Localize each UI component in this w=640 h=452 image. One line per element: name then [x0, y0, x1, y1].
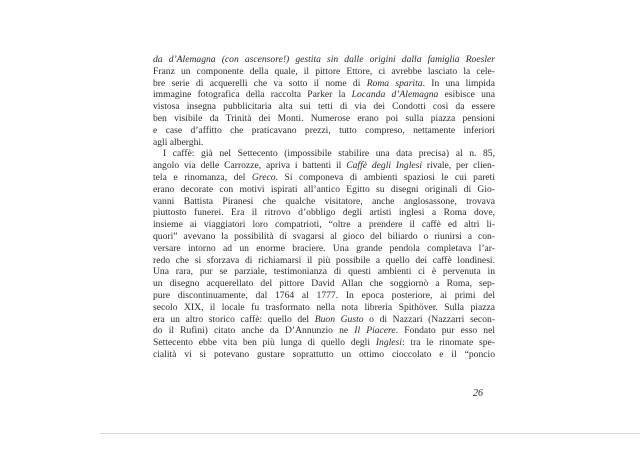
- text-line: I caffè: già nel Settecento (impossibile stabilire una data precisa) al n. 85,: [163, 148, 495, 160]
- faded-watermark: [215, 2, 455, 42]
- text-line: quori” avevano la possibilità di svagarsi al gioco del biliardo o riunirsi a con-: [153, 230, 495, 242]
- body-text: [153, 54, 495, 361]
- text-line: do il Rufini) citato anche da D’Annunzio ne Il Piacere. Fondato pur esso nel: [153, 325, 496, 337]
- text-line: vanni Battista Piranesi che qualche visitatore, anche anglosassone, trovava: [153, 195, 495, 207]
- page-number: 26: [473, 388, 483, 399]
- text-line: cialità vi si potevano gustare soprattutto un ottimo cioccolato e il “poncio: [153, 348, 495, 360]
- text-line: vistosa insegna pubblicitaria alta sui tetti di via dei Condotti così da essere: [153, 101, 495, 113]
- bottom-divider: [100, 433, 640, 434]
- text-line: bre serie di acquerelli che va sotto il nome di Roma sparita. In una limpida: [153, 77, 495, 89]
- text-line: secolo XIX, il locale fu trasformato nella nota libreria Spithöver. Sulla piazza: [153, 301, 495, 313]
- text-line: un disegno acquerellato del pittore David Allan che soggiornò a Roma, sep-: [153, 278, 495, 290]
- text-line: immagine fotografica della raccolta Parker la Locanda d’Alemagna esibisce una: [153, 89, 495, 101]
- text-line: era un altro storico caffè: quello del Buon Gusto o di Nazzari (Nazzarri secon-: [153, 313, 495, 325]
- text-line: versare intorno ad un enorme braciere. Una grande pendola completava l’ar-: [153, 242, 495, 254]
- text-line: e case d’affitto che praticavano prezzi, tutto compreso, nettamente inferiori: [153, 124, 495, 136]
- text-line: ben visibile da Trinità dei Monti. Numerose erano poi sulla piazza pensioni: [153, 112, 495, 124]
- text-line: angolo via delle Carrozze, apriva i battenti il Caffè degli Inglesi rivale, per clien-: [153, 160, 495, 172]
- text-line: Settecento ebbe vita ben più lunga di quello degli Inglesi: tra le rinomate spe-: [153, 337, 495, 349]
- text-line: tela e rinomanza, del Greco. Si componeva di ambienti spaziosi le cui pareti: [153, 171, 495, 183]
- text-line: Una rara, pur se parziale, testimonianza di questi ambienti ci è pervenuta in: [153, 266, 495, 278]
- text-line: insieme ai viaggiatori loro compatrioti, “oltre a prendere il caffè ed altri li-: [153, 219, 495, 231]
- text-line: da d’Alemagna (con ascensore!) gestita sin dalle origini dalla famiglia Roesler: [153, 54, 496, 65]
- text-line: agli alberghi.: [153, 136, 204, 148]
- text-line: piuttosto funerei. Era il ritrovo d’obbligo degli artisti inglesi a Roma dove,: [153, 207, 495, 219]
- text-line: pure discontinuamente, dal 1764 al 1777. In epoca posteriore, ai primi del: [153, 289, 495, 301]
- text-line: redo che si sforzava di richiamarsi il più possibile a quello dei caffè londinesi.: [153, 254, 495, 266]
- text-line: Franz un componente della quale, il pittore Ettore, ci avrebbe lasciato la cele-: [153, 65, 495, 77]
- text-line: erano decorate con motivi ispirati all’antico Egitto su disegni originali di Gio-: [153, 183, 495, 195]
